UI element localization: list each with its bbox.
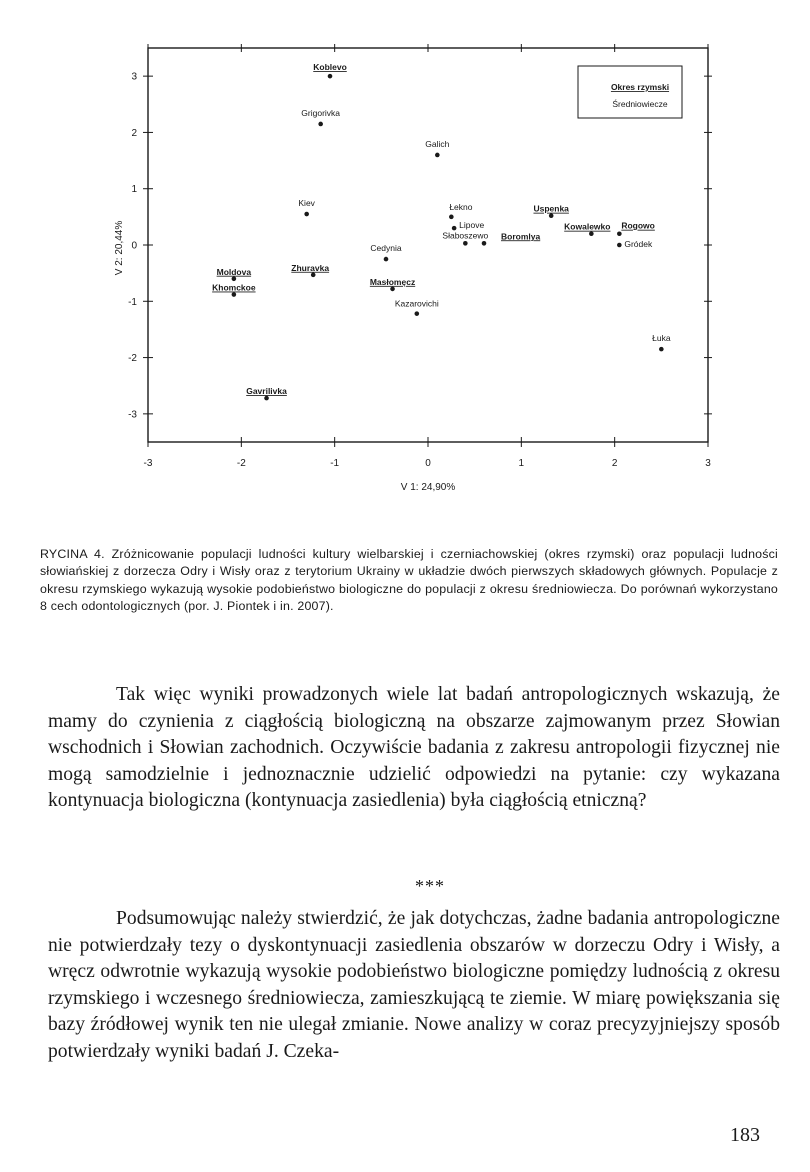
data-point bbox=[232, 276, 237, 281]
caption-label: RYCINA 4. bbox=[40, 547, 105, 561]
data-point-label: Uspenka bbox=[533, 203, 569, 214]
data-point bbox=[384, 257, 389, 262]
y-tick-label: -1 bbox=[128, 296, 137, 308]
data-point bbox=[390, 287, 395, 292]
data-point-label: Łekno bbox=[449, 201, 473, 212]
y-tick-label: -2 bbox=[128, 353, 137, 365]
data-point-label: Słaboszewo bbox=[442, 230, 489, 241]
y-tick-label: 1 bbox=[131, 184, 137, 196]
data-point-label: Kiev bbox=[298, 198, 315, 209]
data-point-label: Moldova bbox=[216, 266, 252, 277]
data-point-label: Galich bbox=[425, 138, 450, 149]
data-point-label: Lipove bbox=[459, 220, 485, 231]
data-point-label: Łuka bbox=[652, 333, 671, 344]
scatter-chart bbox=[0, 0, 810, 500]
legend-entry-medieval: Średniowiecze bbox=[612, 99, 668, 109]
axis-tick-labels bbox=[128, 72, 711, 469]
data-point bbox=[415, 311, 420, 316]
data-point-label: Kowalewko bbox=[564, 221, 611, 232]
data-point-label: Zhuravka bbox=[291, 262, 330, 273]
x-tick-label: -3 bbox=[143, 458, 153, 469]
data-point bbox=[589, 231, 594, 236]
data-point-label: Kazarovichi bbox=[394, 298, 439, 309]
data-point bbox=[435, 153, 440, 158]
data-point-label: Gavrilivka bbox=[246, 386, 287, 397]
x-tick-label: -2 bbox=[236, 458, 246, 469]
data-point bbox=[318, 122, 323, 127]
body-paragraph-2: Podsumowując należy stwierdzić, że jak dotychczas, żadne badania antropologiczne nie potwierdzały tezy o dyskontynuacji zasiedlenia obszarów w dorzeczu Odry i Wisły, a wręcz odwrotnie wykazują wysokie podobieństwo biologiczne pomiędzy ludnością z okresu rzymskiego i wczesnego średniowiecza, zamieszkującą te ziemie. W miarę powiększania się bazy źródłowej wynik ten nie ulegał zmianie. Nowe analizy w coraz precyzyjniejszy sposób potwierdzały wyniki badań J. Czeka- bbox=[48, 908, 780, 1062]
caption-text: Zróżnicowanie populacji ludności kultury wielbarskiej i czerniachowskiej (okres rzymski) oraz populacji ludności słowiańskiej z dorzecza Odry i Wisły oraz z terytorium Ukrainy w układzie dwóch pierwszych składowych głównych. Populacje z okresu rzymskiego wykazują wysokie podobieństwo biologiczne do populacji z okresu średniowiecza. Do porównań wykorzystano 8 cech odontologicznych (por. J. Piontek i in. 2007). bbox=[40, 547, 778, 614]
data-points bbox=[212, 62, 671, 400]
data-point bbox=[232, 292, 237, 297]
data-point-label: Masłomęcz bbox=[369, 276, 416, 287]
data-point-label: Grigorivka bbox=[301, 107, 341, 118]
legend bbox=[578, 66, 682, 118]
data-point bbox=[328, 74, 333, 79]
y-tick-label: 3 bbox=[131, 71, 137, 83]
data-point bbox=[549, 213, 554, 218]
data-point-label: Rogowo bbox=[621, 220, 655, 231]
data-point bbox=[617, 243, 622, 248]
data-point bbox=[482, 241, 487, 246]
body-paragraph-1: Tak więc wyniki prowadzonych wiele lat badań antropologicznych wskazują, że mamy do czynienia z ciągłością biologiczną na obszarze zajmowanym przez Słowian wschodnich i Słowian zachodnich. Oczywiście badania z zakresu antropologii fizycznej nie mogą samodzielnie i jednoznacznie udzielić odpowiedzi na pytanie: czy wykazana kontynuacja biologiczna (kontynuacja zasiedlenia) była ciągłością etniczną? bbox=[48, 684, 780, 812]
data-point bbox=[659, 347, 664, 352]
data-point bbox=[463, 241, 468, 246]
x-axis-label: V 1: 24,90% bbox=[400, 482, 456, 493]
figure-caption bbox=[40, 546, 778, 616]
data-point bbox=[264, 396, 269, 401]
data-point-label: Boromlya bbox=[501, 231, 541, 242]
data-point bbox=[449, 215, 454, 220]
legend-entry-roman: Okres rzymski bbox=[610, 82, 670, 92]
y-tick-label: 0 bbox=[131, 240, 137, 252]
y-tick-label: 2 bbox=[131, 127, 137, 139]
data-point-label: Khomckoe bbox=[212, 282, 256, 293]
legend-box bbox=[578, 66, 682, 118]
y-axis-label: V 2: 20,44% bbox=[114, 220, 125, 276]
x-tick-label: 2 bbox=[611, 458, 618, 469]
section-separator: *** bbox=[415, 876, 445, 896]
x-tick-label: 1 bbox=[518, 458, 525, 469]
y-tick-label: -3 bbox=[128, 409, 137, 421]
x-tick-label: 3 bbox=[705, 458, 711, 469]
data-point bbox=[304, 212, 309, 217]
data-point-label: Koblevo bbox=[313, 62, 347, 73]
data-point bbox=[617, 231, 622, 236]
data-point-label: Cedynia bbox=[370, 243, 402, 254]
data-point-label: Gródek bbox=[624, 239, 653, 249]
page-number: 183 bbox=[730, 1124, 760, 1146]
data-point bbox=[311, 273, 316, 278]
x-tick-label: 0 bbox=[425, 458, 431, 469]
x-tick-label: -1 bbox=[330, 458, 340, 469]
